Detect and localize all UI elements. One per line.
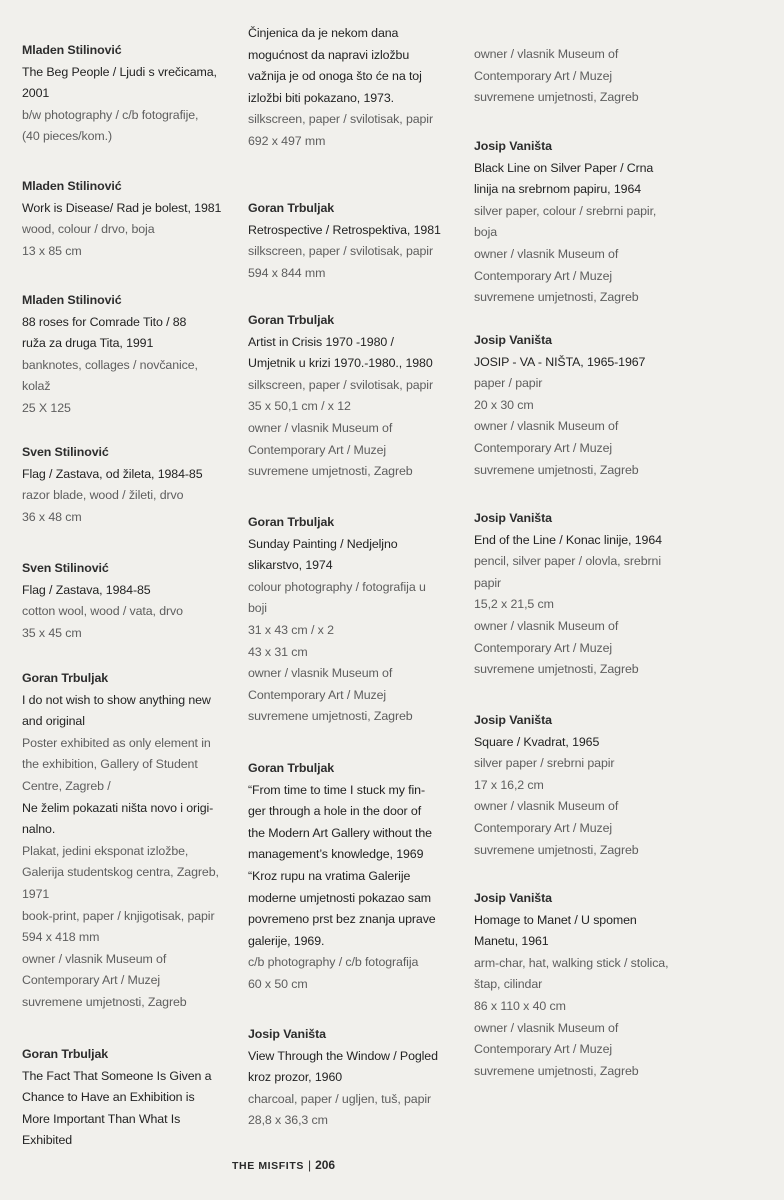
catalog-entry	[248, 1024, 466, 1132]
artwork-details: suvremene umjetnosti, Zagreb	[474, 462, 639, 477]
artwork-title: Umjetnik u krizi 1970.-1980., 1980	[248, 356, 433, 371]
artwork-title: Flag / Zastava, od žileta, 1984-85	[22, 466, 203, 481]
artwork-title: linija na srebrnom papiru, 1964	[474, 182, 642, 197]
artwork-details: Contemporary Art / Muzej	[474, 640, 613, 655]
artwork-title: Work is Disease/ Rad je bolest, 1981	[22, 200, 222, 215]
artwork-details: owner / vlasnik Museum of	[474, 1020, 619, 1035]
artist-name: Mladen Stilinović	[22, 293, 122, 307]
artwork-details: suvremene umjetnosti, Zagreb	[474, 90, 639, 105]
artwork-title: More Important Than What Is	[22, 1111, 181, 1126]
artist-name: Goran Trbuljak	[248, 313, 335, 327]
artwork-title: slikarstvo, 1974	[248, 558, 333, 573]
artwork-details: paper / papir	[474, 376, 543, 391]
catalog-entry	[474, 508, 674, 681]
artwork-details: owner / vlasnik Museum of	[474, 618, 619, 633]
artwork-details: owner / vlasnik Museum of	[248, 666, 393, 681]
artwork-details: boja	[474, 225, 498, 240]
artwork-title: nalno.	[22, 822, 56, 837]
artwork-title: and original	[22, 714, 85, 729]
artwork-details: the exhibition, Gallery of Student	[22, 757, 198, 772]
artwork-details: 35 x 50,1 cm / x 12	[248, 399, 351, 414]
artwork-title: moderne umjetnosti pokazao sam	[248, 890, 431, 905]
artwork-details: 692 x 497 mm	[248, 133, 326, 148]
artwork-details: Contemporary Art / Muzej	[474, 1042, 613, 1057]
artwork-title: Black Line on Silver Paper / Crna	[474, 160, 654, 175]
artwork-details: Contemporary Art / Muzej	[474, 268, 613, 283]
catalog-entry	[22, 558, 236, 644]
catalog-entry	[22, 40, 236, 148]
artwork-title: ger through a hole in the door of	[248, 804, 422, 819]
book-title: THE MISFITS	[232, 1160, 304, 1172]
catalog-entry	[248, 310, 466, 483]
artwork-details: 86 x 110 x 40 cm	[474, 998, 566, 1013]
artwork-details: silkscreen, paper / svilotisak, papir	[248, 377, 433, 392]
catalog-entry	[22, 176, 236, 262]
catalog-entry	[474, 136, 674, 309]
artwork-title: Činjenica da je nekom dana	[248, 26, 399, 40]
artwork-details: Galerija studentskog centra, Zagreb,	[22, 865, 219, 880]
artwork-title: mogućnost da napravi izložbu	[248, 47, 410, 62]
artwork-details: 20 x 30 cm	[474, 397, 534, 412]
artwork-details: 13 x 85 cm	[22, 243, 82, 258]
artist-name: Goran Trbuljak	[248, 515, 335, 529]
artwork-details: 15,2 x 21,5 cm	[474, 597, 554, 612]
artist-name: Sven Stilinović	[22, 445, 109, 459]
artwork-details: suvremene umjetnosti, Zagreb	[22, 994, 187, 1009]
artwork-title: Retrospective / Retrospektiva, 1981	[248, 222, 441, 237]
artwork-details: cotton wool, wood / vata, drvo	[22, 604, 183, 619]
artwork-details: 594 x 844 mm	[248, 265, 326, 280]
artwork-details: colour photography / fotografija u	[248, 579, 426, 594]
artwork-details: c/b photography / c/b fotografija	[248, 955, 419, 970]
footer-separator: |	[307, 1158, 312, 1172]
artist-name: Sven Stilinović	[22, 561, 109, 575]
catalog-entry	[474, 888, 674, 1082]
catalog-entry	[22, 668, 236, 1014]
artwork-details: wood, colour / drvo, boja	[22, 222, 155, 237]
artwork-title: važnija je od onoga što će na toj	[248, 69, 422, 84]
artist-name: Goran Trbuljak	[248, 201, 335, 215]
artwork-details: 60 x 50 cm	[248, 976, 308, 991]
artwork-details: suvremene umjetnosti, Zagreb	[474, 1063, 639, 1078]
artwork-details: 35 x 45 cm	[22, 625, 82, 640]
catalog-entry	[22, 290, 236, 420]
artist-name: Josip Vaništa	[474, 333, 552, 347]
artwork-details: Poster exhibited as only element in	[22, 735, 211, 750]
artwork-details: 594 x 418 mm	[22, 930, 100, 945]
artwork-details: b/w photography / c/b fotografije,	[22, 107, 199, 122]
artwork-details: 1971	[22, 886, 50, 901]
artwork-details: silver paper / srebrni papir	[474, 756, 615, 771]
artwork-title: “From time to time I stuck my fin-	[248, 782, 425, 797]
artwork-details: 25 X 125	[22, 400, 71, 415]
artwork-details: owner / vlasnik Museum of	[474, 419, 619, 434]
artwork-title: Homage to Manet / U spomen	[474, 912, 637, 927]
artwork-title: 2001	[22, 86, 50, 101]
artwork-details: arm-char, hat, walking stick / stolica,	[474, 955, 669, 970]
artwork-details: Contemporary Art / Muzej	[22, 973, 161, 988]
artwork-details: banknotes, collages / novčanice,	[22, 357, 198, 372]
artwork-details: Contemporary Art / Muzej	[474, 820, 613, 835]
artist-name: Josip Vaništa	[474, 511, 552, 525]
artwork-details: Contemporary Art / Muzej	[474, 440, 613, 455]
artwork-title: Exhibited	[22, 1133, 73, 1148]
artwork-details: silver paper, colour / srebrni papir,	[474, 203, 657, 218]
catalog-entry	[474, 330, 674, 481]
artwork-title: JOSIP - VA - NIŠTA, 1965-1967	[474, 354, 646, 369]
catalog-entry	[474, 710, 674, 861]
artwork-details: suvremene umjetnosti, Zagreb	[474, 290, 639, 305]
artwork-title: izložbi biti pokazano, 1973.	[248, 90, 394, 105]
artwork-details: kolaž	[22, 379, 51, 394]
artwork-details: suvremene umjetnosti, Zagreb	[248, 464, 413, 479]
artwork-title: The Beg People / Ljudi s vrečicama,	[22, 64, 217, 79]
artwork-details: owner / vlasnik Museum of	[22, 951, 167, 966]
artwork-details: 31 x 43 cm / x 2	[248, 622, 334, 637]
artist-name: Josip Vaništa	[474, 139, 552, 153]
catalog-entry	[248, 23, 466, 153]
artist-name: Goran Trbuljak	[22, 1047, 109, 1061]
artwork-details: boji	[248, 601, 267, 616]
catalog-entry	[248, 198, 466, 284]
artwork-title: Ne želim pokazati ništa novo i origi-	[22, 800, 214, 815]
artwork-title: Flag / Zastava, 1984-85	[22, 582, 151, 597]
artwork-title: The Fact That Someone Is Given a	[22, 1068, 212, 1083]
artist-name: Goran Trbuljak	[248, 761, 335, 775]
catalog-entry	[22, 442, 236, 528]
artwork-details: Plakat, jedini eksponat izložbe,	[22, 843, 189, 858]
artwork-title: I do not wish to show anything new	[22, 692, 211, 707]
artwork-details: suvremene umjetnosti, Zagreb	[474, 842, 639, 857]
artwork-title: ruža za druga Tita, 1991	[22, 336, 154, 351]
artwork-details: charcoal, paper / ugljen, tuš, papir	[248, 1091, 432, 1106]
artwork-details: papir	[474, 575, 502, 590]
catalog-entry	[248, 512, 466, 728]
artwork-title: management’s knowledge, 1969	[248, 847, 424, 862]
artwork-title: Sunday Painting / Nedjeljno	[248, 536, 398, 551]
artwork-details: 28,8 x 36,3 cm	[248, 1113, 328, 1128]
artwork-details: owner / vlasnik Museum of	[474, 799, 619, 814]
catalog-entry	[22, 1044, 236, 1152]
artist-name: Goran Trbuljak	[22, 671, 109, 685]
artwork-details: 17 x 16,2 cm	[474, 777, 544, 792]
artwork-title: Square / Kvadrat, 1965	[474, 734, 600, 749]
artwork-details: (40 pieces/kom.)	[22, 129, 112, 144]
artwork-title: “Kroz rupu na vratima Galerije	[248, 868, 411, 883]
artwork-details: 36 x 48 cm	[22, 509, 82, 524]
artwork-details: owner / vlasnik Museum of	[474, 47, 619, 61]
artwork-title: Artist in Crisis 1970 -1980 /	[248, 334, 394, 349]
artwork-details: Contemporary Art / Muzej	[474, 68, 613, 83]
artwork-details: book-print, paper / knjigotisak, papir	[22, 908, 215, 923]
artwork-title: End of the Line / Konac linije, 1964	[474, 532, 662, 547]
artwork-details: štap, cilindar	[474, 977, 543, 992]
artwork-title: kroz prozor, 1960	[248, 1070, 343, 1085]
artist-name: Mladen Stilinović	[22, 179, 122, 193]
artwork-details: Contemporary Art / Muzej	[248, 687, 387, 702]
artwork-title: povremeno prst bez znanja uprave	[248, 912, 436, 927]
artwork-details: razor blade, wood / žileti, drvo	[22, 488, 184, 503]
artist-name: Mladen Stilinović	[22, 43, 122, 57]
artwork-details: owner / vlasnik Museum of	[248, 420, 393, 435]
catalog-entry	[248, 758, 466, 996]
artwork-title: the Modern Art Gallery without the	[248, 825, 432, 840]
artwork-details: silkscreen, paper / svilotisak, papir	[248, 112, 433, 127]
artwork-details: owner / vlasnik Museum of	[474, 246, 619, 261]
artwork-title: View Through the Window / Pogled	[248, 1048, 438, 1063]
artwork-details: Contemporary Art / Muzej	[248, 442, 387, 457]
artwork-title: Manetu, 1961	[474, 934, 549, 949]
artwork-title: 88 roses for Comrade Tito / 88	[22, 314, 187, 329]
artwork-details: silkscreen, paper / svilotisak, papir	[248, 244, 433, 259]
artwork-title: Chance to Have an Exhibition is	[22, 1090, 195, 1105]
artist-name: Josip Vaništa	[248, 1027, 326, 1041]
artist-name: Josip Vaništa	[474, 891, 552, 905]
page-footer	[232, 1158, 335, 1172]
artwork-title: galerije, 1969.	[248, 933, 325, 948]
catalog-entry	[474, 44, 674, 109]
artwork-details: suvremene umjetnosti, Zagreb	[474, 662, 639, 677]
artwork-details: 43 x 31 cm	[248, 644, 308, 659]
artwork-details: suvremene umjetnosti, Zagreb	[248, 709, 413, 724]
page-number: 206	[315, 1158, 336, 1172]
artwork-details: Centre, Zagreb /	[22, 778, 111, 793]
artist-name: Josip Vaništa	[474, 713, 552, 727]
artwork-details: pencil, silver paper / olovla, srebrni	[474, 554, 661, 569]
